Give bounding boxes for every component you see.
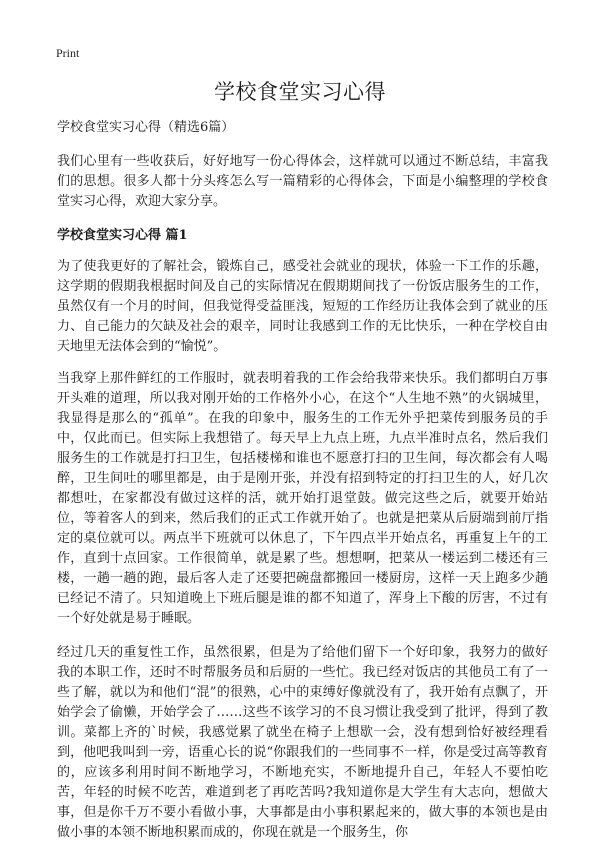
document-title: 学校食堂实习心得 <box>214 80 386 104</box>
print-link[interactable]: Print <box>56 46 80 60</box>
document-body <box>57 118 548 857</box>
document-subtitle: 学校食堂实习心得（精选6篇） <box>57 120 235 135</box>
body-paragraph: 当我穿上那件鲜红的工作服时，就表明着我的工作会给我带来快乐。我们都明白万事开头难的道理，所以我对刚开始的工作格外小心，在这个“人生地不熟”的火锅城里，我显得是那么的“孤单”。在我的印象中，服务生的工作无外乎把菜传到服务员的手中，仅此而已。但实际上我想错了。每天早上九点上班，九点半准时点名，然后我们服务生的工作就是打扫卫生，包括楼梯和谁也不愿意打扫的卫生间，每次都会有人喝醉，卫生间吐的哪里都是，由于是刚开张，并没有招到特定的打扫卫生的人，好几次都想吐，在家都没有做过这样的活，就开始打退堂鼓。做完这些之后，就要开始站位，等着客人的到来，然后我们的正式工作就开始了。也就是把菜从后厨端到前厅指定的桌位就可以。两点半下班就可以休息了，下午四点半开始点名，再重复上午的工作，直到十点回家。工作很简单，就是累了些。想想啊，把菜从一楼运到二楼还有三楼，一趟一趟的跑，最后客人走了还要把碗盘都搬回一楼厨房，这样一天上跑多少趟已经记不清了。只知道晚上下班后腿是谁的都不知道了，浑身上下酸的厉害，不过有一个好处就是易于睡眠。 <box>57 371 548 626</box>
body-paragraph: 为了使我更好的了解社会，锻炼自己，感受社会就业的现状，体验一下工作的乐趣，这学期的假期我根据时间及自己的实际情况在假期期间找了一份饭店服务生的工作，虽然仅有一个月的时间，但我觉得受益匪浅，短短的工作经历让我体会到了就业的压力、自己能力的欠缺及社会的艰辛，同时让我感到工作的无比快乐，一种在学校自由天地里无法体会到的“愉悦”。 <box>57 259 548 354</box>
intro-paragraph: 我们心里有一些收获后，好好地写一份心得体会，这样就可以通过不断总结，丰富我们的思想。很多人都十分头疼怎么写一篇精彩的心得体会，下面是小编整理的学校食堂实习心得，欢迎大家分享。 <box>57 154 548 209</box>
body-paragraph: 经过几天的重复性工作，虽然很累，但是为了给他们留下一个好印象，我努力的做好我的本职工作，还时不时帮服务员和后厨的一些忙。我已经对饭店的其他员工有了一些了解，就以为和他们“混”的很熟，心中的束缚好像就没有了，我开始有点飘了，开始学会了偷懒，开始学会了……这些不该学习的不良习惯让我受到了批评，得到了教训。菜都上齐的`时候，我感觉累了就坐在椅子上想歇一会，没有想到恰好被经理看到，他吧我叫到一旁，语重心长的说“你跟我们的一些同事不一样，你是受过高等教育的，应该多利用时间不断地学习，不断地充实，不断地提升自己，年轻人不要怕吃苦，年轻的时候不吃苦，难道到老了再吃苦吗?我知道你是大学生有大志向，想做大事，但是你千万不要小看做小事，大事都是由小事积累起来的，做大事的本领也是由做小事的本领不断地积累而成的，你现在就是一个服务生，你 <box>57 645 548 840</box>
section-heading: 学校食堂实习心得 篇1 <box>57 228 188 243</box>
